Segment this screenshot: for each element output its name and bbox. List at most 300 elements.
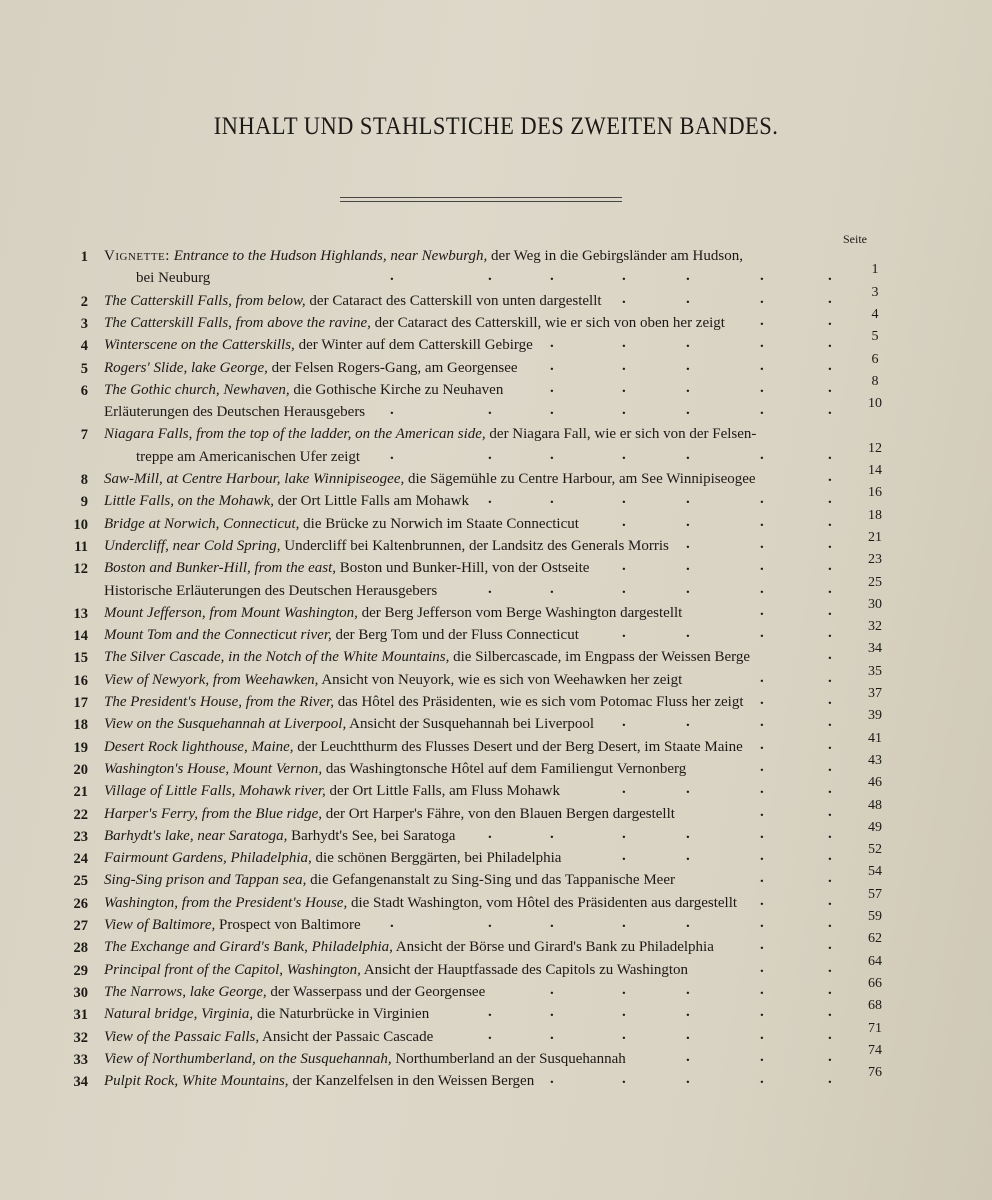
page-number: 21 <box>868 529 882 545</box>
leader-dot: . <box>686 625 690 642</box>
leader-dot: . <box>488 402 492 419</box>
leader-dot: . <box>550 357 554 374</box>
entry-english-title: View on the Susquehannah at Liverpool, <box>104 716 347 733</box>
leader-dot: . <box>828 513 832 530</box>
page-number: 41 <box>868 730 882 746</box>
entry-english-title: Boston and Bunker-Hill, from the east, <box>104 560 337 577</box>
page-number: 3 <box>871 284 879 300</box>
entry-german-title: die Sägemühle zu Centre Harbour, am See Winnipiseogee <box>404 471 756 487</box>
leader-dot: . <box>760 669 764 686</box>
page-number: 57 <box>868 886 882 902</box>
entry-number: 3 <box>80 315 88 332</box>
leader-dot: . <box>760 580 764 597</box>
entry-german-title: Ansicht der Börse und Girard's Bank zu Philadelphia <box>392 939 714 956</box>
entry-german-title: der Wasserpass und der Georgensee <box>266 983 486 1000</box>
entry-title <box>104 828 455 845</box>
entry-title <box>104 315 725 332</box>
entry-english-title: The Silver Cascade, in the Notch of the White Mountains, <box>104 649 450 666</box>
leader-dot: . <box>686 379 690 396</box>
entry-number: 32 <box>73 1029 88 1046</box>
leader-dot: . <box>828 669 832 686</box>
leader-dot: . <box>760 736 764 753</box>
page-number: 34 <box>868 641 882 657</box>
entry-number: 30 <box>73 984 88 1001</box>
page-number: 4 <box>871 306 879 322</box>
page-title: INHALT UND STAHLSTICHE DES ZWEITEN BANDES. <box>213 113 779 140</box>
entry-title <box>104 783 560 800</box>
leader-dot: . <box>828 825 832 842</box>
leader-dot: . <box>828 892 832 909</box>
entry-german-title: Prospect von Baltimore <box>215 917 361 933</box>
leader-dot: . <box>622 513 626 530</box>
leader-dot: . <box>760 781 764 798</box>
entry-german-title: der Weg in die Gebirgsländer am Hudson, <box>487 248 743 264</box>
entry-number: 21 <box>73 784 88 801</box>
leader-dot: . <box>760 558 764 575</box>
entry-german-title: die Brücke zu Norwich im Staate Connecticut <box>299 515 579 532</box>
leader-dot: . <box>488 268 492 285</box>
entry-english-title: Pulpit Rock, White Mountains, <box>104 1073 289 1090</box>
leader-dot: . <box>760 825 764 842</box>
leader-dot: . <box>760 892 764 909</box>
entry-number: 9 <box>80 494 88 511</box>
entry-english-title: Entrance to the Hudson Highlands, near Newburgh, <box>169 248 488 264</box>
leader-dot: . <box>622 981 626 998</box>
leader-dot: . <box>686 1048 690 1065</box>
entry-english-title: Washington, from the President's House, <box>104 894 348 911</box>
leader-dot: . <box>686 491 690 508</box>
leader-dot: . <box>760 491 764 508</box>
entry-english-title: Washington's House, Mount Vernon, <box>104 760 323 777</box>
leader-dot: . <box>828 736 832 753</box>
entry-english-title: Village of Little Falls, Mohawk river, <box>104 783 326 800</box>
leader-dot: . <box>686 981 690 998</box>
leader-dot: . <box>686 446 690 463</box>
page-number: 62 <box>868 931 882 947</box>
entry-number: 6 <box>80 382 88 399</box>
entry-title <box>104 404 365 421</box>
leader-dot: . <box>686 915 690 931</box>
entry-german-title: Ansicht der Hauptfassade des Capitols zu Washington <box>360 961 689 978</box>
entry-german-title: der Ort Little Falls, am Fluss Mohawk <box>325 783 560 800</box>
entry-number: 4 <box>80 338 88 355</box>
page-number: 59 <box>868 909 882 924</box>
entry-number: 1 <box>80 249 88 265</box>
entry-number: 7 <box>80 427 88 444</box>
entry-title <box>104 382 503 399</box>
entry-title <box>104 360 518 377</box>
leader-dot: . <box>760 625 764 642</box>
page-number: 52 <box>868 842 882 858</box>
seite-label: Seite <box>843 232 867 246</box>
page-number: 10 <box>868 396 882 412</box>
entry-number: 8 <box>80 472 88 488</box>
leader-dot: . <box>828 848 832 865</box>
leader-dot: . <box>828 446 832 463</box>
entry-number: 34 <box>73 1074 88 1091</box>
entry-german-title: das Hôtel des Präsidenten, wie es sich vom Potomac Fluss her zeigt <box>333 694 744 710</box>
entry-german-title: die Gothische Kirche zu Neuhaven <box>289 381 504 398</box>
entry-english-title: Mount Tom and the Connecticut river, <box>104 627 332 644</box>
entry-german-title: die Silbercascade, im Engpass der Weissen Berge <box>449 649 751 666</box>
entry-german-title: die Gefangenanstalt zu Sing-Sing und das Tappanische Meer <box>306 872 675 889</box>
entry-number: 20 <box>73 761 88 778</box>
leader-dot: . <box>390 268 394 285</box>
leader-dot: . <box>390 402 394 419</box>
entry-number: 26 <box>73 895 88 912</box>
entry-title <box>104 806 675 823</box>
leader-dot: . <box>686 714 690 731</box>
leader-dot: . <box>686 848 690 865</box>
leader-dot: . <box>828 959 832 976</box>
entry-title <box>104 248 743 265</box>
entry-english-title: Niagara Falls, from the top of the ladder, on the American side, <box>104 426 486 443</box>
page-number: 30 <box>868 596 882 612</box>
leader-dot: . <box>622 1026 626 1043</box>
page-number: 74 <box>868 1042 882 1058</box>
page-number: 71 <box>868 1020 882 1036</box>
leader-dot: . <box>760 312 764 329</box>
leader-dot: . <box>760 758 764 775</box>
page-number: 8 <box>871 373 879 389</box>
leader-dot: . <box>622 357 626 374</box>
entry-german-title: der Berg Jefferson vom Berge Washington dargestellt <box>357 604 683 621</box>
entry-title <box>104 716 594 733</box>
entry-continuation: treppe am Americanischen Ufer zeigt <box>136 448 361 465</box>
entry-title <box>104 538 669 555</box>
entry-number: 2 <box>80 293 88 310</box>
title-rule <box>340 197 622 202</box>
leader-dot: . <box>828 625 832 642</box>
entry-number: 10 <box>73 516 88 533</box>
leader-dot: . <box>622 1071 626 1088</box>
leader-dot: . <box>550 1004 554 1021</box>
entry-german-title: der Cataract des Catterskill von unten dargestellt <box>305 292 602 309</box>
leader-dot: . <box>550 402 554 419</box>
leader-dot: . <box>622 825 626 842</box>
entry-title <box>104 426 756 443</box>
leader-dot: . <box>686 335 690 352</box>
leader-dot: . <box>622 625 626 642</box>
leader-dot: . <box>488 1026 492 1043</box>
leader-dot: . <box>622 379 626 396</box>
leader-dot: . <box>488 580 492 597</box>
leader-dot: . <box>760 446 764 463</box>
leader-dot: . <box>828 379 832 396</box>
leader-dot: . <box>686 1071 690 1088</box>
leader-dot: . <box>828 312 832 329</box>
entry-number: 13 <box>73 605 88 622</box>
leader-dot: . <box>760 1004 764 1021</box>
leader-dot: . <box>828 357 832 374</box>
leader-dot: . <box>686 357 690 374</box>
entry-number: 24 <box>73 851 88 868</box>
leader-dot: . <box>622 446 626 463</box>
leader-dot: . <box>622 335 626 352</box>
page-number: 43 <box>868 752 882 768</box>
page-number: 54 <box>868 864 882 880</box>
leader-dot: . <box>828 714 832 731</box>
entry-english-title: View of Newyork, from Weehawken, <box>104 671 319 688</box>
leader-dot: . <box>828 335 832 352</box>
entry-title <box>104 605 682 622</box>
page-number: 39 <box>868 708 882 724</box>
leader-dot: . <box>760 290 764 307</box>
entry-english-title: Rogers' Slide, lake George, <box>104 359 268 376</box>
entry-title <box>104 649 750 666</box>
entry-lead: Vignette: <box>104 248 170 264</box>
entry-number: 31 <box>73 1007 88 1024</box>
entry-english-title: Saw-Mill, at Centre Harbour, lake Winnipiseogee, <box>104 471 405 487</box>
leader-dot: . <box>760 357 764 374</box>
leader-dot: . <box>622 580 626 597</box>
leader-dot: . <box>550 825 554 842</box>
entry-german-title: Ansicht der Passaic Cascade <box>259 1028 434 1045</box>
leader-dot: . <box>622 290 626 307</box>
entry-number: 18 <box>73 717 88 734</box>
entry-title <box>104 917 361 934</box>
leader-dot: . <box>760 959 764 976</box>
entry-title <box>104 583 437 600</box>
leader-dot: . <box>550 446 554 463</box>
entry-number: 16 <box>73 672 88 689</box>
entry-number: 33 <box>73 1051 88 1068</box>
entry-german-title: Ansicht von Neuyork, wie es sich von Weehawken her zeigt <box>318 671 683 688</box>
entry-english-title: Barhydt's lake, near Saratoga, <box>104 827 288 844</box>
leader-dot: . <box>622 402 626 419</box>
leader-dot: . <box>686 535 690 552</box>
leader-dot: . <box>622 714 626 731</box>
leader-dot: . <box>686 781 690 798</box>
page-number: 23 <box>868 552 882 568</box>
leader-dot: . <box>550 268 554 285</box>
entry-title <box>104 627 579 644</box>
page-number: 37 <box>868 686 882 701</box>
page-number: 16 <box>868 485 882 501</box>
entry-english-title: Sing-Sing prison and Tappan sea, <box>104 872 307 889</box>
leader-dot: . <box>686 1004 690 1021</box>
leader-dot: . <box>550 379 554 396</box>
entry-number: 28 <box>73 940 88 957</box>
leader-dot: . <box>686 513 690 530</box>
entry-german-title: der Niagara Fall, wie er sich von der Felsen- <box>485 426 757 443</box>
entry-number: 25 <box>73 873 88 890</box>
entry-english-title: Little Falls, on the Mohawk, <box>104 493 274 510</box>
entry-title <box>104 1029 433 1046</box>
leader-dot: . <box>488 825 492 842</box>
leader-dot: . <box>828 1004 832 1021</box>
entry-title <box>104 1051 626 1068</box>
leader-dot: . <box>828 268 832 285</box>
entry-title <box>104 694 744 711</box>
entry-english-title: Winterscene on the Catterskills, <box>104 337 295 354</box>
leader-dot: . <box>828 580 832 597</box>
entry-english-title: Harper's Ferry, from the Blue ridge, <box>104 805 323 822</box>
entry-english-title: The Catterskill Falls, from above the ravine, <box>104 314 371 331</box>
leader-dot: . <box>686 1026 690 1043</box>
leader-dot: . <box>686 402 690 419</box>
entry-english-title: Principal front of the Capitol, Washington, <box>104 961 361 978</box>
entry-english-title: The Gothic church, Newhaven, <box>104 381 290 398</box>
entry-english-title: View of Baltimore, <box>104 917 216 933</box>
entry-title <box>104 984 485 1001</box>
leader-dot: . <box>488 491 492 508</box>
page-number: 12 <box>868 440 882 456</box>
leader-dot: . <box>760 714 764 731</box>
page-number: 14 <box>868 463 882 478</box>
page-number: 64 <box>868 953 882 969</box>
leader-dot: . <box>760 981 764 998</box>
leader-dot: . <box>686 558 690 575</box>
leader-dot: . <box>828 915 832 931</box>
page-number: 68 <box>868 998 882 1014</box>
leader-dot: . <box>760 602 764 619</box>
leader-dot: . <box>828 692 832 708</box>
entry-german-title: der Ort Little Falls am Mohawk <box>274 493 469 510</box>
entry-title <box>104 293 602 310</box>
leader-dot: . <box>686 268 690 285</box>
entry-title <box>104 1006 429 1023</box>
page-number: 66 <box>868 975 882 991</box>
leader-dot: . <box>550 491 554 508</box>
entry-number: 12 <box>73 561 88 578</box>
leader-dot: . <box>760 870 764 887</box>
leader-dot: . <box>550 580 554 597</box>
entry-title <box>104 939 714 956</box>
page-number: 18 <box>868 507 882 523</box>
entry-german-title: der Berg Tom und der Fluss Connecticut <box>331 627 579 644</box>
leader-dot: . <box>760 915 764 931</box>
leader-dot: . <box>828 1026 832 1043</box>
leader-dot: . <box>488 915 492 931</box>
leader-dot: . <box>760 1071 764 1088</box>
entry-number: 11 <box>74 538 88 555</box>
leader-dot: . <box>390 915 394 931</box>
page-number: 46 <box>868 775 882 791</box>
leader-dot: . <box>550 981 554 998</box>
entry-german-title: der Winter auf dem Catterskill Gebirge <box>294 337 533 354</box>
leader-dot: . <box>760 402 764 419</box>
page-number: 6 <box>871 351 879 367</box>
leader-dot: . <box>488 446 492 463</box>
leader-dot: . <box>550 335 554 352</box>
leader-dot: . <box>828 1071 832 1088</box>
entry-german-title: die schönen Berggärten, bei Philadelphia <box>311 850 562 867</box>
leader-dot: . <box>622 558 626 575</box>
leader-dot: . <box>828 402 832 419</box>
leader-dot: . <box>828 535 832 552</box>
leader-dot: . <box>828 290 832 307</box>
entry-english-title: The Exchange and Girard's Bank, Philadelphia, <box>104 939 393 956</box>
leader-dot: . <box>686 290 690 307</box>
leader-dot: . <box>760 535 764 552</box>
entry-english-title: The President's House, from the River, <box>104 694 334 710</box>
entry-title <box>104 337 533 354</box>
leader-dot: . <box>828 647 832 664</box>
entry-title <box>104 516 579 533</box>
leader-dot: . <box>622 268 626 285</box>
page-number: 25 <box>868 574 882 590</box>
entry-number: 15 <box>73 650 88 667</box>
leader-dot: . <box>828 981 832 998</box>
leader-dot: . <box>622 848 626 865</box>
leader-dot: . <box>828 937 832 954</box>
entry-german-title: Ansicht der Susquehannah bei Liverpool <box>346 716 595 733</box>
entry-number: 5 <box>80 360 88 377</box>
entry-title <box>104 560 589 577</box>
leader-dot: . <box>760 268 764 285</box>
entry-title <box>104 850 561 867</box>
entry-title <box>104 872 675 889</box>
entry-german-title: Historische Erläuterungen des Deutschen Herausgebers <box>104 582 438 599</box>
entry-german-title: das Washingtonsche Hôtel auf dem Familiengut Vernonberg <box>322 760 687 777</box>
leader-dot: . <box>550 1026 554 1043</box>
leader-dot: . <box>760 379 764 396</box>
entry-title <box>104 672 682 689</box>
page-number: 48 <box>868 797 882 813</box>
entry-english-title: Mount Jefferson, from Mount Washington, <box>104 604 358 621</box>
entry-number: 22 <box>73 806 88 823</box>
entry-english-title: Desert Rock lighthouse, Maine, <box>104 738 294 755</box>
leader-dot: . <box>760 692 764 708</box>
entry-title <box>104 761 686 778</box>
leader-dot: . <box>828 1048 832 1065</box>
entry-german-title: Boston und Bunker-Hill, von der Ostseite <box>336 560 590 577</box>
page-number: 1 <box>871 262 879 278</box>
leader-dot: . <box>828 781 832 798</box>
entry-number: 29 <box>73 962 88 979</box>
leader-dot: . <box>828 870 832 887</box>
entry-title <box>104 962 688 979</box>
page-number: 35 <box>868 663 882 679</box>
leader-dot: . <box>828 803 832 820</box>
leader-dot: . <box>622 491 626 508</box>
leader-dot: . <box>622 781 626 798</box>
entry-english-title: Undercliff, near Cold Spring, <box>104 537 281 554</box>
entry-english-title: View of the Passaic Falls, <box>104 1028 260 1045</box>
entry-number: 19 <box>73 739 88 756</box>
entry-english-title: Fairmount Gardens, Philadelphia, <box>104 850 312 867</box>
entry-number: 27 <box>73 918 88 934</box>
entry-english-title: The Narrows, lake George, <box>104 983 267 1000</box>
leader-dot: . <box>760 335 764 352</box>
leader-dot: . <box>760 1026 764 1043</box>
entry-german-title: Undercliff bei Kaltenbrunnen, der Landsitz des Generals Morris <box>280 537 669 554</box>
entry-number: 14 <box>73 628 88 645</box>
entry-number: 23 <box>73 828 88 845</box>
leader-dot: . <box>622 915 626 931</box>
entry-german-title: der Felsen Rogers-Gang, am Georgensee <box>267 359 518 376</box>
leader-dot: . <box>828 602 832 619</box>
entry-german-title: die Naturbrücke in Virginien <box>253 1006 430 1023</box>
entry-title <box>104 739 743 756</box>
leader-dot: . <box>760 1048 764 1065</box>
leader-dot: . <box>760 937 764 954</box>
entry-english-title: View of Northumberland, on the Susquehannah, <box>104 1050 392 1067</box>
leader-dot: . <box>828 469 832 485</box>
leader-dot: . <box>828 558 832 575</box>
page-number: 5 <box>871 329 879 345</box>
entry-german-title: der Cataract des Catterskill, wie er sich von oben her zeigt <box>370 314 725 331</box>
leader-dot: . <box>622 1004 626 1021</box>
page-number: 32 <box>868 619 882 635</box>
leader-dot: . <box>550 915 554 931</box>
entry-german-title: Barhydt's See, bei Saratoga <box>287 827 456 844</box>
entry-title <box>104 471 756 488</box>
entry-english-title: The Catterskill Falls, from below, <box>104 292 306 309</box>
page-number: 49 <box>868 819 882 835</box>
leader-dot: . <box>550 1071 554 1088</box>
